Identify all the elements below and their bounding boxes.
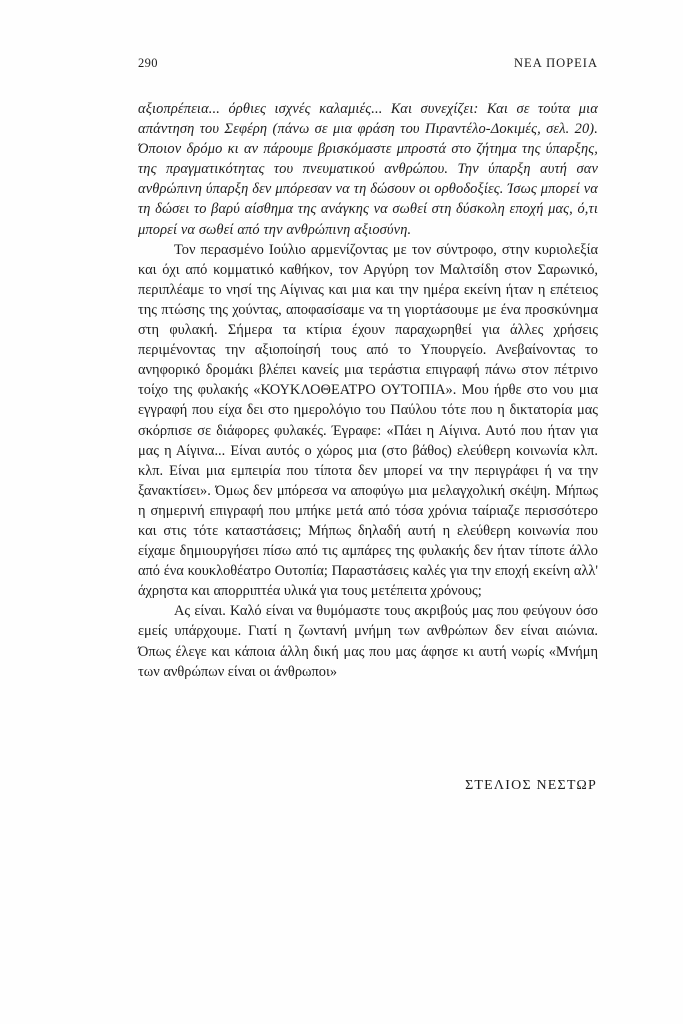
- page-number: 290: [138, 56, 158, 70]
- article-body: [138, 99, 598, 682]
- page-header: [138, 56, 598, 72]
- closing-paragraph: Ας είναι. Καλό είναι να θυμόμαστε τους ακριβούς μας που φεύγουν όσο εμείς υπάρχουμε. Γιατί η ζωντανή μνήμη των ανθρώπων δεν είναι αιώνια. Όπως έλεγε και κάποια άλλη δική μας που μας άφησε κι αυτή νωρίς «Μνήμη των ανθρώπων είναι οι άνθρωποι»: [138, 603, 598, 680]
- author-signature: ΣΤΕΛΙΟΣ ΝΕΣΤΩΡ: [465, 778, 597, 793]
- italic-quote-paragraph: αξιοπρέπεια... όρθιες ισχνές καλαμιές... Και συνεχίζει: Και σε τούτα μια απάντηση του Σεφέρη (πάνω σε μια φράση του Πιραντέλο-Δοκιμές, σελ. 20). Όποιον δρόμο κι αν πάρουμε βρισκόμαστε μπροστά στο ζήτημα της ύπαρξης, της πραγματικότητας του πνευματικού ανθρώπου. Την ύπαρξη αυτή σαν ανθρώπινη ύπαρξη δεν μπόρεσαν να τη δώσουν οι ορθοδοξίες. Ίσως μπορεί να τη δώσει το βαρύ αίσθημα της ανάγκης να σωθεί στη δύσκολη εποχή μας, ό,τι μπορεί να σωθεί από την ανθρώπινη αξιοσύνη.: [138, 101, 598, 238]
- body-paragraph: Τον περασμένο Ιούλιο αρμενίζοντας με τον σύντροφο, στην κυριολεξία και όχι από κομματικό καθήκον, τον Αργύρη τον Μαλτσίδη στον Σαρωνικό, περιπλέαμε το νησί της Αίγινας και μια και την ημέρα εκείνη ήταν η επέτειος της πτώσης της χούντας, αποφασίσαμε να τη γιορτάσουμε με ένα προσκύνημα στη φυλακή. Σήμερα τα κτίρια έχουν παραχωρηθεί για άλλες χρήσεις περιμένοντας την αξιοποίησή τους από το Υπουργείο. Ανεβαίνοντας το ανηφορικό δρομάκι βλέπει κανείς μια τεράστια επιγραφή πάνω στον πέτρινο τοίχο της φυλακής «ΚΟΥΚΛΟΘΕΑΤΡΟ ΟΥΤΟΠΙΑ». Μου ήρθε στο νου μια εγγραφή που είχα δει στο ημερολόγιο του Παύλου τότε που η δικτατορία μας σκόρπισε σε διάφορες φυλακές. Έγραφε: «Πάει η Αίγινα. Αυτό που ήταν για μας η Αίγινα... Είναι αυτός ο χώρος μια (στο βάθος) ελεύθερη κοινωνία κλπ. κλπ. Είναι μια εμπειρία που τίποτα δεν μπορεί να την περιγράφει ή να την ξανακτίσει». Όμως δεν μπόρεσα να αποφύγω μια μελαγχολική σκέψη. Μήπως η σημερινή επιγραφή που μπήκε μετά από τόσα χρόνια ταίριαζε περισσότερο και στις τότε καταστάσεις; Μήπως δηλαδή αυτή η ελεύθερη κοινωνία που είχαμε δημιουργήσει πίσω από τις αμπάρες της φυλακής δεν ήταν τίποτε άλλο από ένα κουκλοθέατρο Ουτοπία; Παραστάσεις καλές για την εποχή εκείνη αλλ' άχρηστα και απορριπτέα υλικά για τους μετέπειτα χρόνους;: [138, 241, 598, 600]
- running-title: ΝΕΑ ΠΟΡΕΙΑ: [514, 56, 598, 70]
